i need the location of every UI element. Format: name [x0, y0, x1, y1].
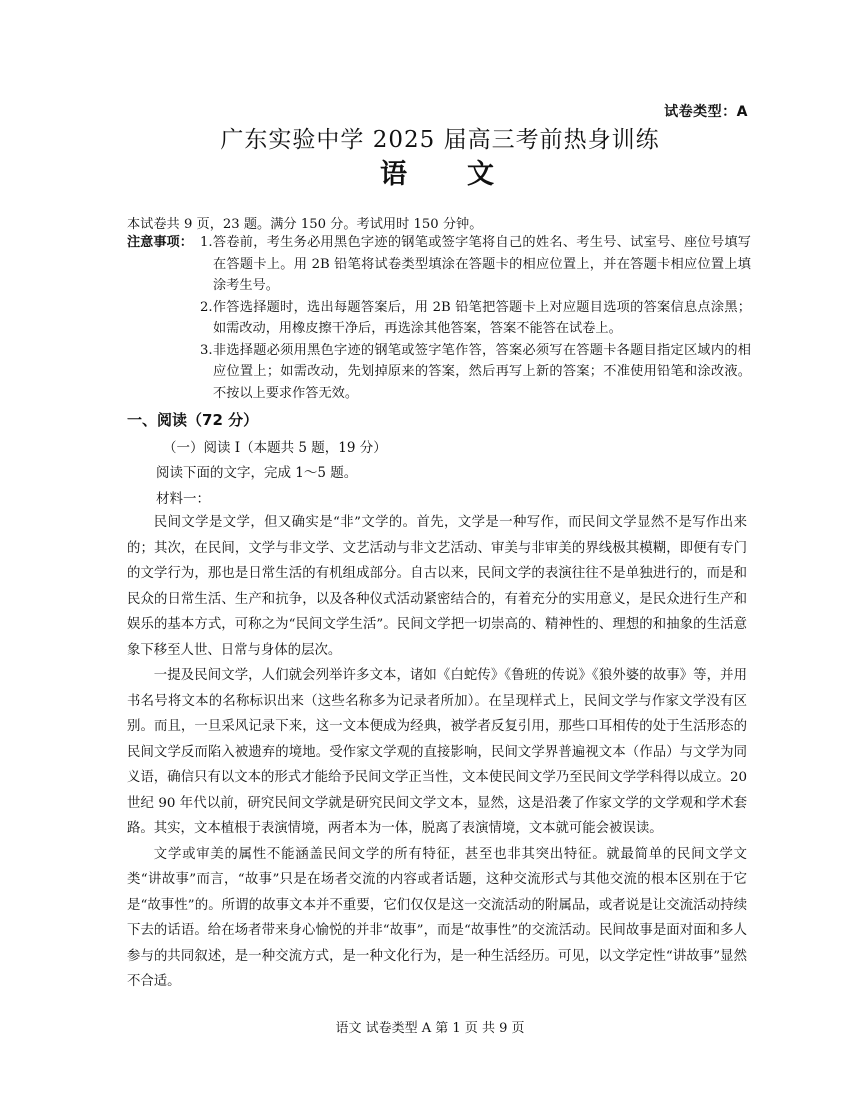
- material-body: [127, 510, 747, 995]
- material-label: 材料一：: [156, 491, 210, 507]
- notes-block: [127, 232, 751, 404]
- paragraph-1: 民间文学是文学，但又确实是“非”文学的。首先，文学是一种写作，而民间文学显然不是写作出来的；其次，在民间，文学与非文学、文艺活动与非文艺活动、审美与非审美的界线极其模糊，即便有专门的文学行为，那也是日常生活的有机组成部分。自古以来，民间文学的表演往往不是单独进行的，而是和民众的日常生活、生产和抗争，以及各种仪式活动紧密结合的，有着充分的实用意义，是民众进行生产和娱乐的基本方式，可称之为“民间文学生活”。民间文学把一切崇高的、精神性的、理想的和抽象的生活意象下移至人世、日常与身体的层次。: [127, 515, 747, 658]
- note-item-1: 1.答卷前，考生务必用黑色字迹的钢笔或签字笔将自己的姓名、考生号、试室号、座位号填写在答题卡上。用 2B 铅笔将试卷类型填涂在答题卡的相应位置上，并在答题卡相应位置上填涂考生号。: [200, 235, 751, 293]
- section-heading: 一、阅读（72 分）: [127, 411, 259, 429]
- page-footer: 语文 试卷类型 A 第 1 页 共 9 页: [335, 1021, 525, 1036]
- exam-title: 广东实验中学 2025 届高三考前热身训练: [220, 127, 660, 153]
- subject-title: 语 文: [380, 159, 496, 190]
- paper-type-label: 试卷类型：A: [664, 104, 748, 120]
- paragraph-2: 一提及民间文学，人们就会列举许多文本，诸如《白蛇传》《鲁班的传说》《狼外婆的故事》等，并用书名号将文本的名称标识出来（这些名称多为记录者所加）。在呈现样式上，民间文学与作家文学没有区别。而且，一旦采风记录下来，这一文本便成为经典，被学者反复引用，那些口耳相传的处于生活形态的民间文学反而陷入被遗弃的境地。受作家文学观的直接影响，民间文学界普遍视文本（作品）与文学为同义语，确信只有以文本的形式才能给予民间文学正当性，文本使民间文学乃至民间文学学科得以成立。20 世纪 90 年代以前，研究民间文学就是研究民间文学文本，显然，这是沿袭了作家文学的文学观和学术套路。其实，文本植根于表演情境，两者本为一体，脱离了表演情境，文本就可能会被误读。: [127, 668, 747, 836]
- note-item-2: 2.作答选择题时，选出每题答案后，用 2B 铅笔把答题卡上对应题目选项的答案信息点涂黑；如需改动，用橡皮擦干净后，再选涂其他答案，答案不能答在试卷上。: [200, 299, 751, 336]
- exam-meta: 本试卷共 9 页，23 题。满分 150 分。考试用时 150 分钟。: [127, 217, 483, 232]
- notes-label: 注意事项：: [127, 235, 193, 250]
- reading-instruction: 阅读下面的文字，完成 1～5 题。: [156, 465, 358, 481]
- paragraph-3: 文学或审美的属性不能涵盖民间文学的所有特征，甚至也非其突出特征。就最简单的民间文学文类“讲故事”而言，“故事”只是在场者交流的内容或者话题，这种交流形式与其他交流的根本区别在于它是“故事性”的。所谓的故事文本并不重要，它们仅仅是这一交流活动的附属品，或者说是让交流活动持续下去的话语。给在场者带来身心愉悦的并非“故事”，而是“故事性”的交流活动。民间故事是面对面和多人参与的共同叙述，是一种交流方式，是一种文化行为，是一种生活经历。可见，以文学定性“讲故事”显然不合适。: [127, 846, 747, 989]
- note-item-3: 3.非选择题必须用黑色字迹的钢笔或签字笔作答，答案必须写在答题卡各题目指定区域内的相应位置上；如需改动，先划掉原来的答案，然后再写上新的答案；不准使用铅笔和涂改液。不按以上要求作答无效。: [200, 342, 751, 401]
- section-subheading: （一）阅读 I（本题共 5 题，19 分）: [163, 440, 387, 456]
